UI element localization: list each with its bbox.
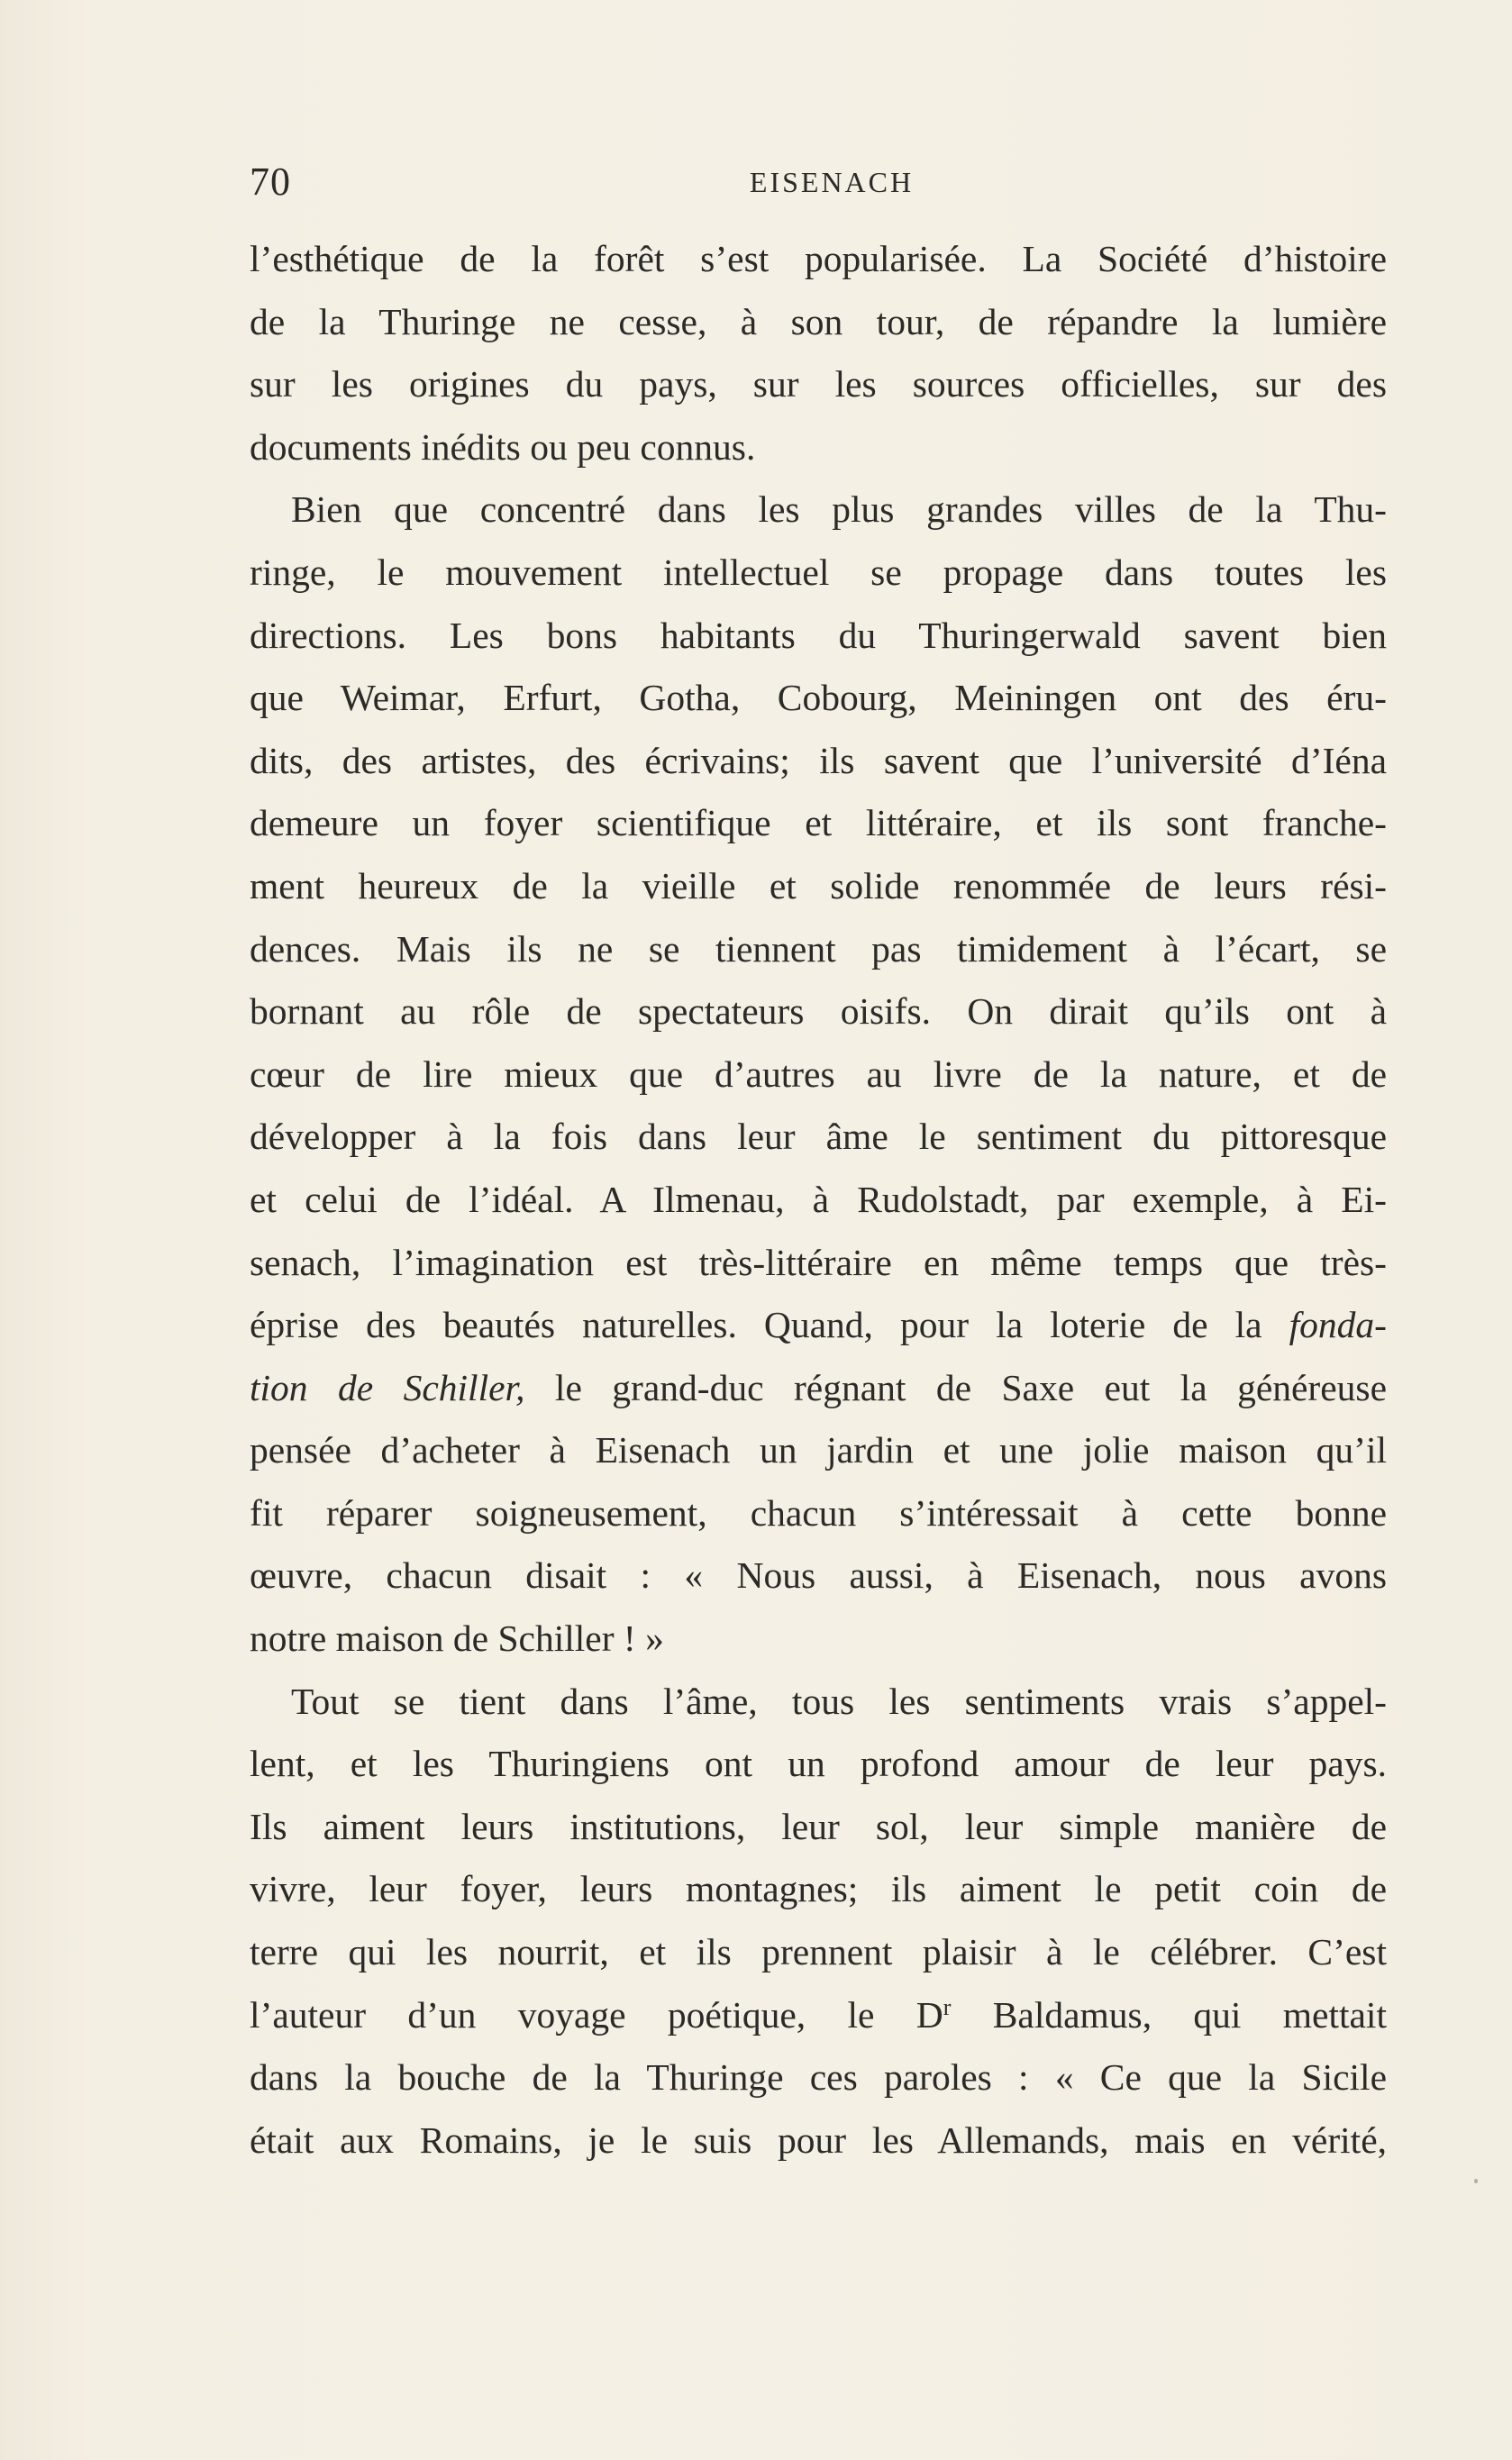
superscript: r xyxy=(943,1993,952,2020)
text-line: demeure un foyer scientifique et littéraire, et ils sont franche- xyxy=(250,802,1387,844)
text-line xyxy=(250,1294,1387,1357)
text-line: notre maison de Schiller ! » xyxy=(250,1617,664,1660)
text-line: vivre, leur foyer, leurs montagnes; ils aiment le petit coin de xyxy=(250,1868,1387,1910)
text-line: bornant au rôle de spectateurs oisifs. On dirait qu’ils ont à xyxy=(250,990,1387,1033)
text-segment: Baldamus, qui mettait xyxy=(951,1993,1387,2036)
text-line: développer à la fois dans leur âme le sentiment du pittoresque xyxy=(250,1116,1387,1158)
text-line: directions. Les bons habitants du Thuringerwald savent bien xyxy=(250,614,1387,656)
text-line: dences. Mais ils ne se tiennent pas timidement à l’écart, se xyxy=(250,927,1387,970)
text-segment: éprise des beautés naturelles. Quand, pour la loterie de la xyxy=(250,1304,1289,1346)
text-line: était aux Romains, je le suis pour les Allemands, mais en vérité, xyxy=(250,2118,1387,2161)
page-header xyxy=(250,155,1387,209)
text-line: ringe, le mouvement intellectuel se propage dans toutes les xyxy=(250,551,1387,593)
paper-speck xyxy=(1474,2179,1478,2183)
text-line: que Weimar, Erfurt, Gotha, Cobourg, Meiningen ont des éru- xyxy=(250,677,1387,719)
text-line: documents inédits ou peu connus. xyxy=(250,425,756,468)
text-line: Bien que concentré dans les plus grandes villes de la Thu- xyxy=(291,488,1387,531)
text-line: et celui de l’idéal. A Ilmenau, à Rudolstadt, par exemple, à Ei- xyxy=(250,1178,1387,1220)
text-line: sur les origines du pays, sur les sources officielles, sur des xyxy=(250,363,1387,405)
text-line: lent, et les Thuringiens ont un profond amour de leur pays. xyxy=(250,1743,1387,1785)
running-head: EISENACH xyxy=(749,166,915,198)
text-line xyxy=(250,1984,1387,2047)
page-number: 70 xyxy=(250,159,291,204)
text-line: Ils aiment leurs institutions, leur sol, leur simple manière de xyxy=(250,1805,1387,1847)
body-text xyxy=(250,228,1387,2172)
text-line: terre qui les nourrit, et ils prennent plaisir à le célébrer. C’est xyxy=(250,1931,1387,1973)
text-segment: le grand-duc régnant de Saxe eut la généreuse xyxy=(524,1366,1387,1408)
text-line: œuvre, chacun disait : « Nous aussi, à Eisenach, nous avons xyxy=(250,1554,1387,1597)
text-line: fit réparer soigneusement, chacun s’intéressait à cette bonne xyxy=(250,1491,1387,1534)
text-line: dans la bouche de la Thuringe ces paroles : « Ce que la Sicile xyxy=(250,2056,1387,2099)
text-line: Tout se tient dans l’âme, tous les sentiments vrais s’appel- xyxy=(291,1680,1387,1722)
text-line: dits, des artistes, des écrivains; ils savent que l’université d’Iéna xyxy=(250,739,1387,781)
text-line: de la Thuringe ne cesse, à son tour, de répandre la lumière xyxy=(250,300,1387,342)
italic-title: tion de Schiller, xyxy=(250,1366,525,1408)
text-line: l’esthétique de la forêt s’est popularisée. La Société d’histoire xyxy=(250,238,1387,279)
text-line xyxy=(250,1357,1387,1420)
text-line: cœur de lire mieux que d’autres au livre de la nature, et de xyxy=(250,1052,1387,1095)
text-segment: l’auteur d’un voyage poétique, le D xyxy=(250,1993,943,2036)
text-line: senach, l’imagination est très-littéraire en même temps que très- xyxy=(250,1241,1387,1283)
italic-title: fonda- xyxy=(1289,1304,1387,1346)
text-line: pensée d’acheter à Eisenach un jardin et une jolie maison qu’il xyxy=(250,1429,1387,1471)
text-line: ment heureux de la vieille et solide renommée de leurs rési- xyxy=(250,864,1387,907)
